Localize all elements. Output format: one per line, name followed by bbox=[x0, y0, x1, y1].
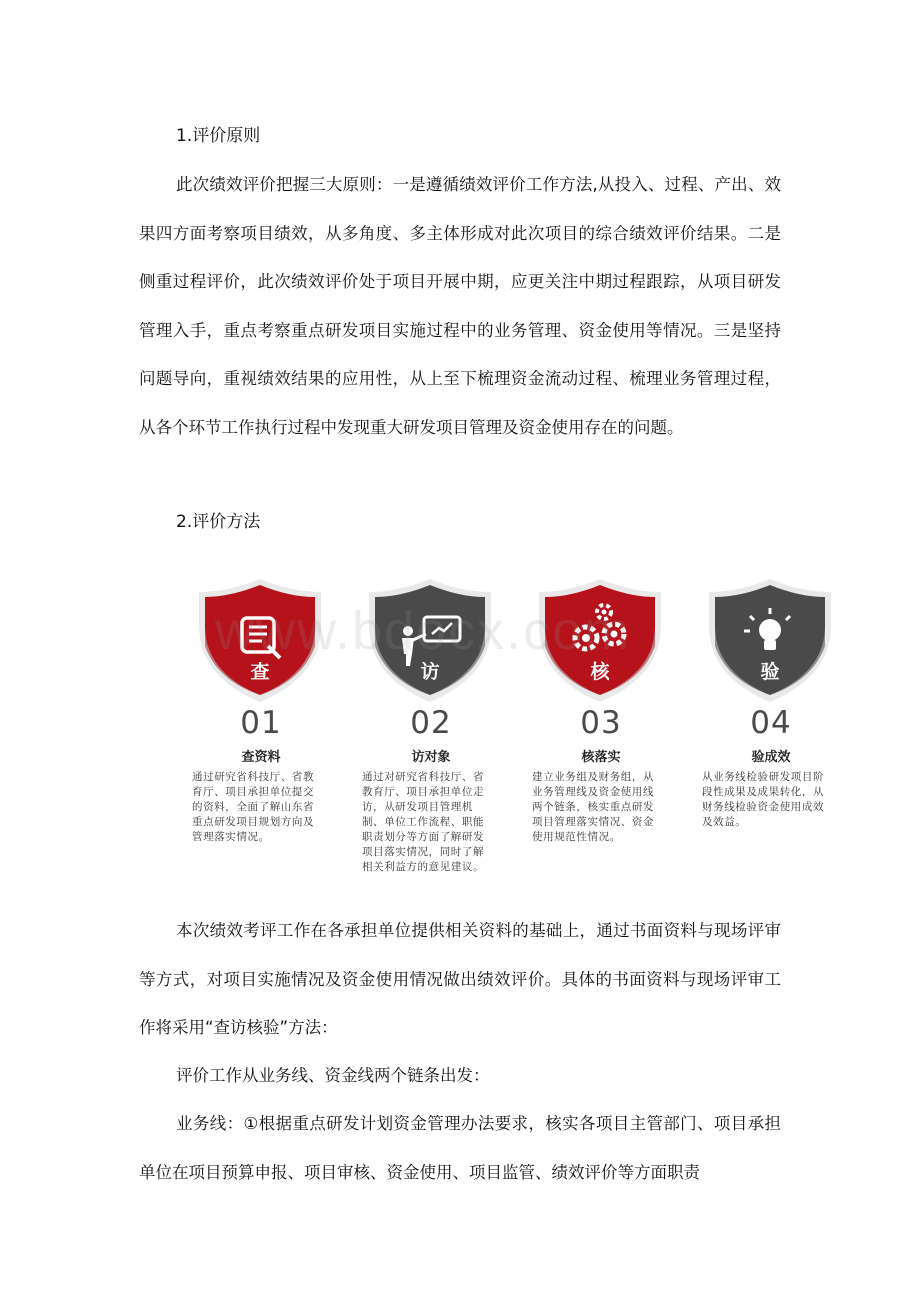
evaluation-chains-paragraph: 评价工作从业务线、资金线两个链条出发： bbox=[176, 1066, 490, 1085]
section-heading-methods: 2.评价方法 bbox=[176, 512, 261, 532]
lightbulb-icon bbox=[706, 576, 834, 704]
step-number-3: 03 bbox=[580, 705, 622, 741]
shield-char-4: 验 bbox=[760, 661, 780, 683]
principles-paragraph: 此次绩效评价把握三大原则：一是遵循绩效评价工作方法,从投入、过程、产出、效果四方面考察项目绩效，从多角度、多主体形成对此次项目的综合绩效评价结果。二是侧重过程评价，此次绩效评价处于项目开展中期，应更关注中期过程跟踪，从项目研发管理入手，重点考察重点研发项目实施过程中的业务管理、资金使用等情况。三是坚持问题导向，重视绩效结果的应用性，从上至下梳理资金流动过程、梳理业务管理过程，从各个环节工作执行过程中发现重大研发项目管理及资金使用存在的问题。 bbox=[139, 175, 781, 437]
section-heading-principles: 1.评价原则 bbox=[176, 126, 261, 146]
shield-badge-1 bbox=[196, 576, 324, 704]
step-title-1: 查资料 bbox=[241, 750, 281, 765]
shield-badge-4 bbox=[706, 576, 834, 704]
method-steps-figure bbox=[190, 574, 825, 904]
step-card-2 bbox=[360, 574, 505, 904]
step-card-1 bbox=[190, 574, 335, 904]
step-title-4: 验成效 bbox=[751, 750, 791, 765]
document-icon bbox=[196, 576, 324, 704]
step-title-2: 访对象 bbox=[411, 750, 451, 765]
shield-char-3: 核 bbox=[590, 661, 610, 683]
step-description-1: 通过研究省科技厅、省教育厅、项目承担单位提交的资料，全面了解山东省重点研发项目规划方向及管理落实情况。 bbox=[192, 771, 315, 843]
step-number-2: 02 bbox=[410, 705, 452, 741]
step-card-3 bbox=[530, 574, 675, 904]
method-intro-paragraph: 本次绩效考评工作在各承担单位提供相关资料的基础上，通过书面资料与现场评审等方式，对项目实施情况及资金使用情况做出绩效评价。具体的书面资料与现场评审工作将采用“查访核验”方法： bbox=[139, 921, 781, 1037]
step-description-4: 从业务线检验研发项目阶段性成果及成果转化，从财务线检验资金使用成效及效益。 bbox=[702, 771, 825, 828]
shield-badge-2 bbox=[366, 576, 494, 704]
step-number-4: 04 bbox=[750, 705, 792, 741]
step-title-3: 核落实 bbox=[581, 750, 621, 765]
shield-char-2: 访 bbox=[420, 661, 440, 683]
gears-icon bbox=[536, 576, 664, 704]
shield-char-1: 查 bbox=[250, 661, 270, 683]
presenter-icon bbox=[366, 576, 494, 704]
step-number-1: 01 bbox=[240, 705, 282, 741]
shield-badge-3 bbox=[536, 576, 664, 704]
business-line-paragraph: 业务线：①根据重点研发计划资金管理办法要求，核实各项目主管部门、项目承担单位在项目预算申报、项目审核、资金使用、项目监管、绩效评价等方面职责 bbox=[139, 1114, 781, 1182]
step-card-4 bbox=[700, 574, 845, 904]
step-description-3: 建立业务组及财务组，从业务管理线及资金使用线两个链条，核实重点研发项目管理落实情况、资金使用规范性情况。 bbox=[532, 771, 655, 843]
step-description-2: 通过对研究省科技厅、省教育厅、项目承担单位走访，从研发项目管理机制、单位工作流程、职能职责划分等方面了解研发项目落实情况，同时了解相关利益方的意见建议。 bbox=[362, 771, 485, 873]
